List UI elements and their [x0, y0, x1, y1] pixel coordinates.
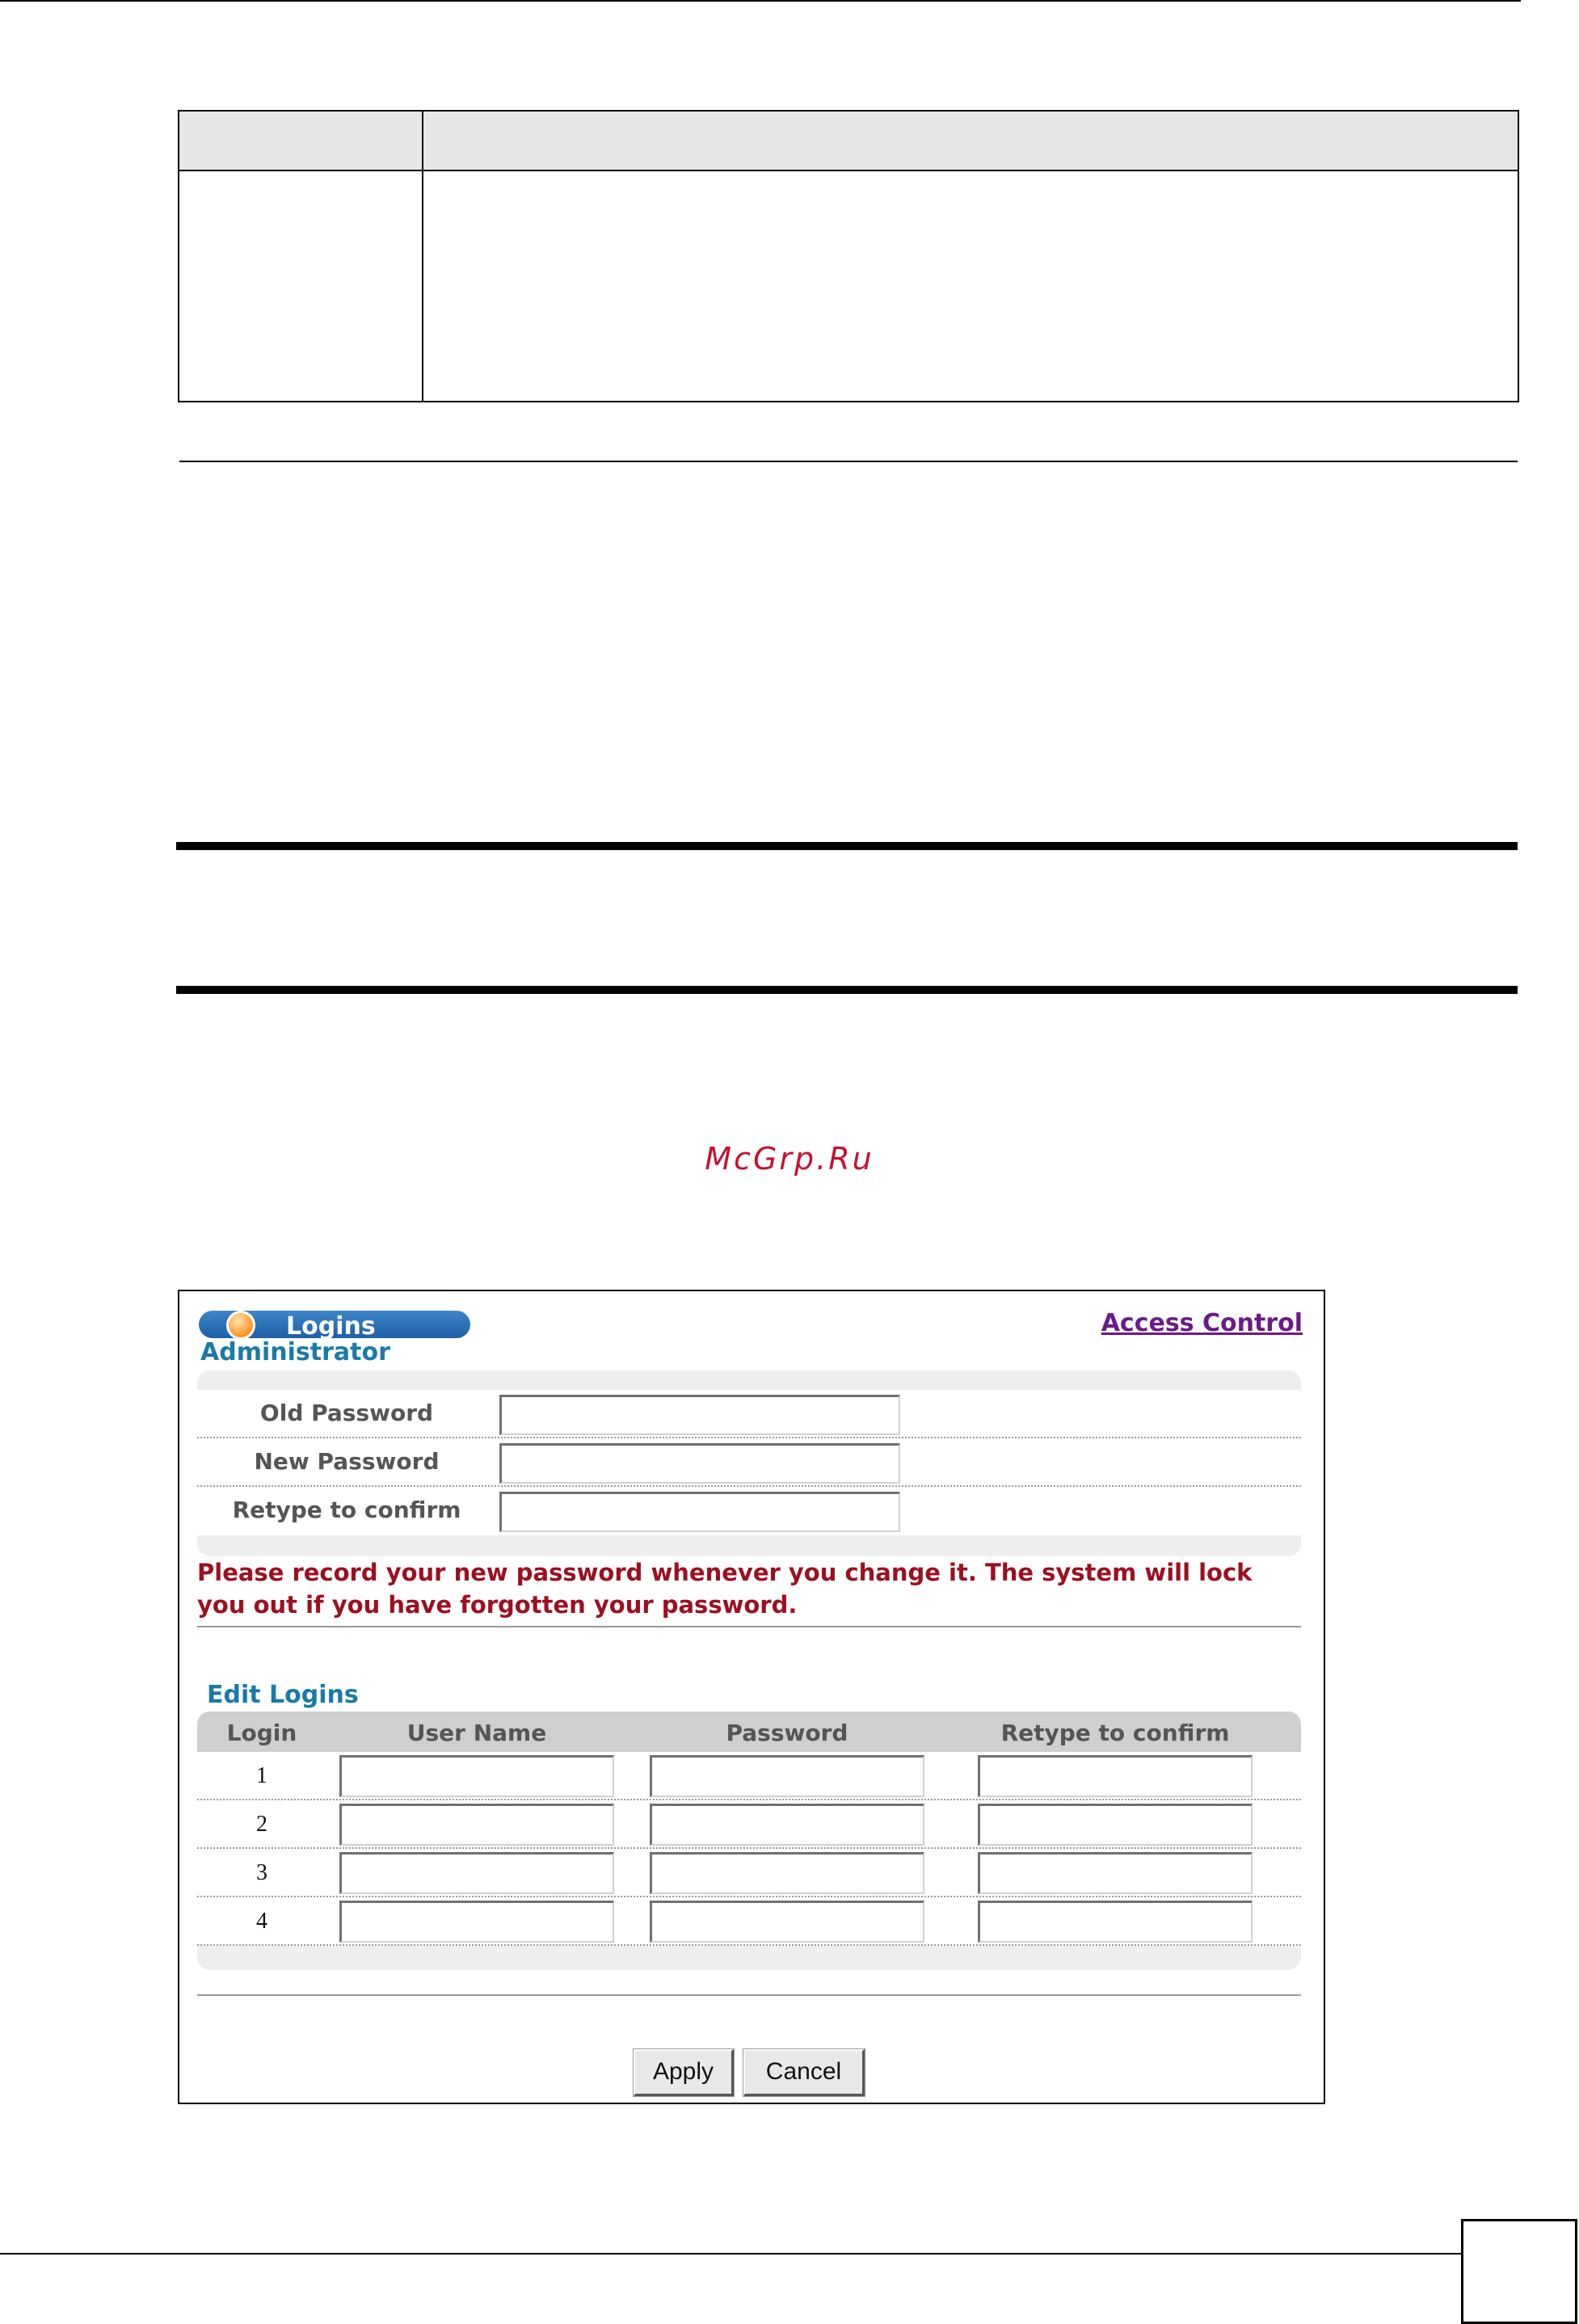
top-rule [0, 0, 1521, 2]
old-password-row [197, 1390, 1301, 1438]
retype-input[interactable] [978, 1901, 1253, 1943]
new-password-input[interactable] [499, 1443, 900, 1484]
logins-tab [199, 1311, 470, 1341]
password-input[interactable] [650, 1852, 924, 1894]
user-name-input[interactable] [339, 1901, 614, 1943]
section-rule-bottom [176, 986, 1518, 994]
table-row [197, 1800, 1301, 1849]
footer-rule [0, 2253, 1463, 2255]
administrator-rows [197, 1390, 1301, 1535]
retype-password-input[interactable] [499, 1492, 900, 1532]
column-header-login: Login [226, 1720, 297, 1746]
login-number: 2 [256, 1812, 267, 1837]
login-number: 1 [256, 1763, 267, 1788]
user-name-input[interactable] [339, 1804, 614, 1846]
password-input[interactable] [650, 1804, 924, 1846]
password-warning: Please record your new password whenever you change it. The system will lock you out if you have forgotten your password. [197, 1559, 1253, 1619]
login-number: 4 [256, 1909, 267, 1934]
document-table [178, 110, 1519, 402]
access-control-link[interactable]: Access Control [1101, 1309, 1303, 1337]
old-password-label: Old Password [259, 1400, 434, 1426]
table-row [179, 171, 1518, 462]
user-name-input[interactable] [339, 1755, 614, 1797]
tab-title: Logins [286, 1312, 376, 1341]
retype-password-label: Retype to confirm [232, 1497, 461, 1523]
new-password-label: New Password [254, 1448, 440, 1475]
column-header-retype: Retype to confirm [1000, 1720, 1230, 1746]
column-header-password: Password [726, 1720, 848, 1746]
old-password-input[interactable] [499, 1395, 900, 1435]
divider [197, 1994, 1301, 1996]
table-row [197, 1752, 1301, 1800]
administrator-panel [197, 1370, 1301, 1556]
retype-input[interactable] [978, 1755, 1253, 1797]
apply-button[interactable]: Apply [634, 2049, 734, 2096]
section-rule-top [176, 842, 1518, 850]
edit-logins-rows [197, 1752, 1301, 1946]
edit-logins-title: Edit Logins [207, 1681, 359, 1709]
divider [197, 1626, 1301, 1627]
column-header-user-name: User Name [406, 1720, 547, 1746]
table-header-row [179, 112, 1518, 171]
retype-input[interactable] [978, 1804, 1253, 1846]
password-input[interactable] [650, 1901, 924, 1943]
page-number-box [1461, 2219, 1577, 2324]
password-input[interactable] [650, 1755, 924, 1797]
login-number: 3 [256, 1860, 267, 1885]
new-password-row [197, 1438, 1301, 1487]
retype-password-row [197, 1487, 1301, 1535]
table-row [197, 1897, 1301, 1946]
edit-logins-panel [197, 1711, 1301, 1970]
retype-input[interactable] [978, 1852, 1253, 1894]
watermark: McGrp.Ru [705, 1141, 874, 1177]
cancel-button[interactable]: Cancel [743, 2049, 865, 2096]
table-row [197, 1849, 1301, 1897]
logins-screen [178, 1290, 1325, 2104]
orb-icon [226, 1311, 255, 1340]
administrator-title: Administrator [200, 1338, 390, 1366]
edit-logins-header [197, 1711, 1301, 1752]
user-name-input[interactable] [339, 1852, 614, 1894]
table-column-divider [422, 112, 423, 401]
